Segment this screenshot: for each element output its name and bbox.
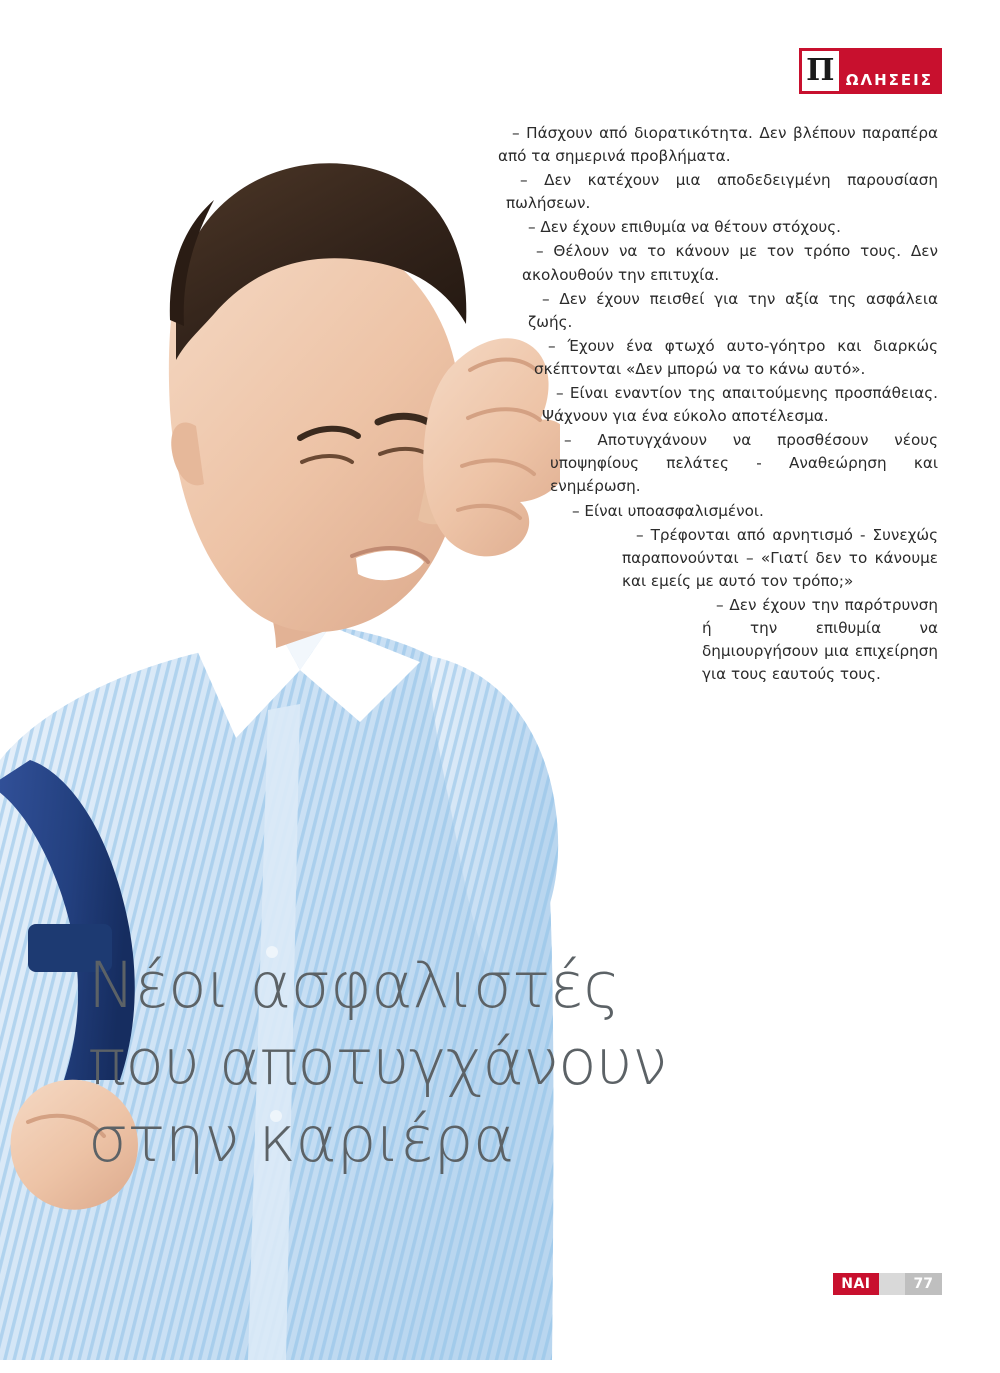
bullet-paragraph: – Δεν έχουν επιθυμία να θέτουν στόχους.	[528, 218, 841, 237]
bullet-paragraph: – Δεν κατέχουν μια αποδεδειγμένη παρουσίαση πωλήσεων.	[506, 171, 938, 213]
bullet-paragraph: – Δεν έχουν την παρότρυνση ή την επιθυμία να δημιουργήσουν μια επιχείρηση για τους εαυτούς τους.	[702, 595, 938, 684]
footer-brand-tag: ΝΑΙ	[833, 1273, 878, 1295]
headline-line-2: που αποτυγχάνουν	[88, 1025, 667, 1099]
footer-divider	[879, 1273, 905, 1295]
bullet-paragraph: – Πάσχουν από διορατικότητα. Δεν βλέπουν παραπέρα από τα σημερινά προβλήματα.	[498, 124, 938, 166]
page-number: 77	[905, 1273, 942, 1295]
bullet-paragraph: – Αποτυγχάνουν να προσθέσουν νέους υποψηφίους πελάτες - Αναθεώρηση και ενημέρωση.	[550, 431, 938, 496]
bullet-paragraph: – Είναι υποασφαλισμένοι.	[572, 501, 764, 520]
bullet-paragraph: – Έχουν ένα φτωχό αυτο-γόητρο και διαρκώς σκέπτονται «Δεν μπορώ να το κάνω αυτό».	[534, 336, 938, 378]
page-title	[88, 948, 788, 1179]
masthead-initial: Π	[799, 48, 839, 94]
bullet-paragraph: – Δεν έχουν πεισθεί για την αξία της ασφάλεια ζωής.	[528, 289, 938, 331]
masthead-logo	[799, 48, 942, 94]
page-footer	[833, 1273, 942, 1295]
article-body	[498, 122, 938, 687]
headline-line-3: στην καριέρα	[88, 1102, 514, 1176]
bullet-paragraph: – Τρέφονται από αρνητισμό - Συνεχώς παραπονούνται – «Γιατί δεν το κάνουμε και εμείς με αυτό τον τρόπο;»	[622, 525, 938, 590]
bullet-paragraph: – Είναι εναντίον της απαιτούμενης προσπάθειας. Ψάχνουν για ένα εύκολο αποτέλεσμα.	[542, 384, 938, 426]
bullet-paragraph: – Θέλουν να το κάνουν με τον τρόπο τους. Δεν ακολουθούν την επιτυχία.	[522, 242, 938, 284]
masthead-word: ΩΛΗΣΕΙΣ	[839, 48, 942, 94]
headline-line-1: Νέοι ασφαλιστές	[88, 949, 620, 1022]
